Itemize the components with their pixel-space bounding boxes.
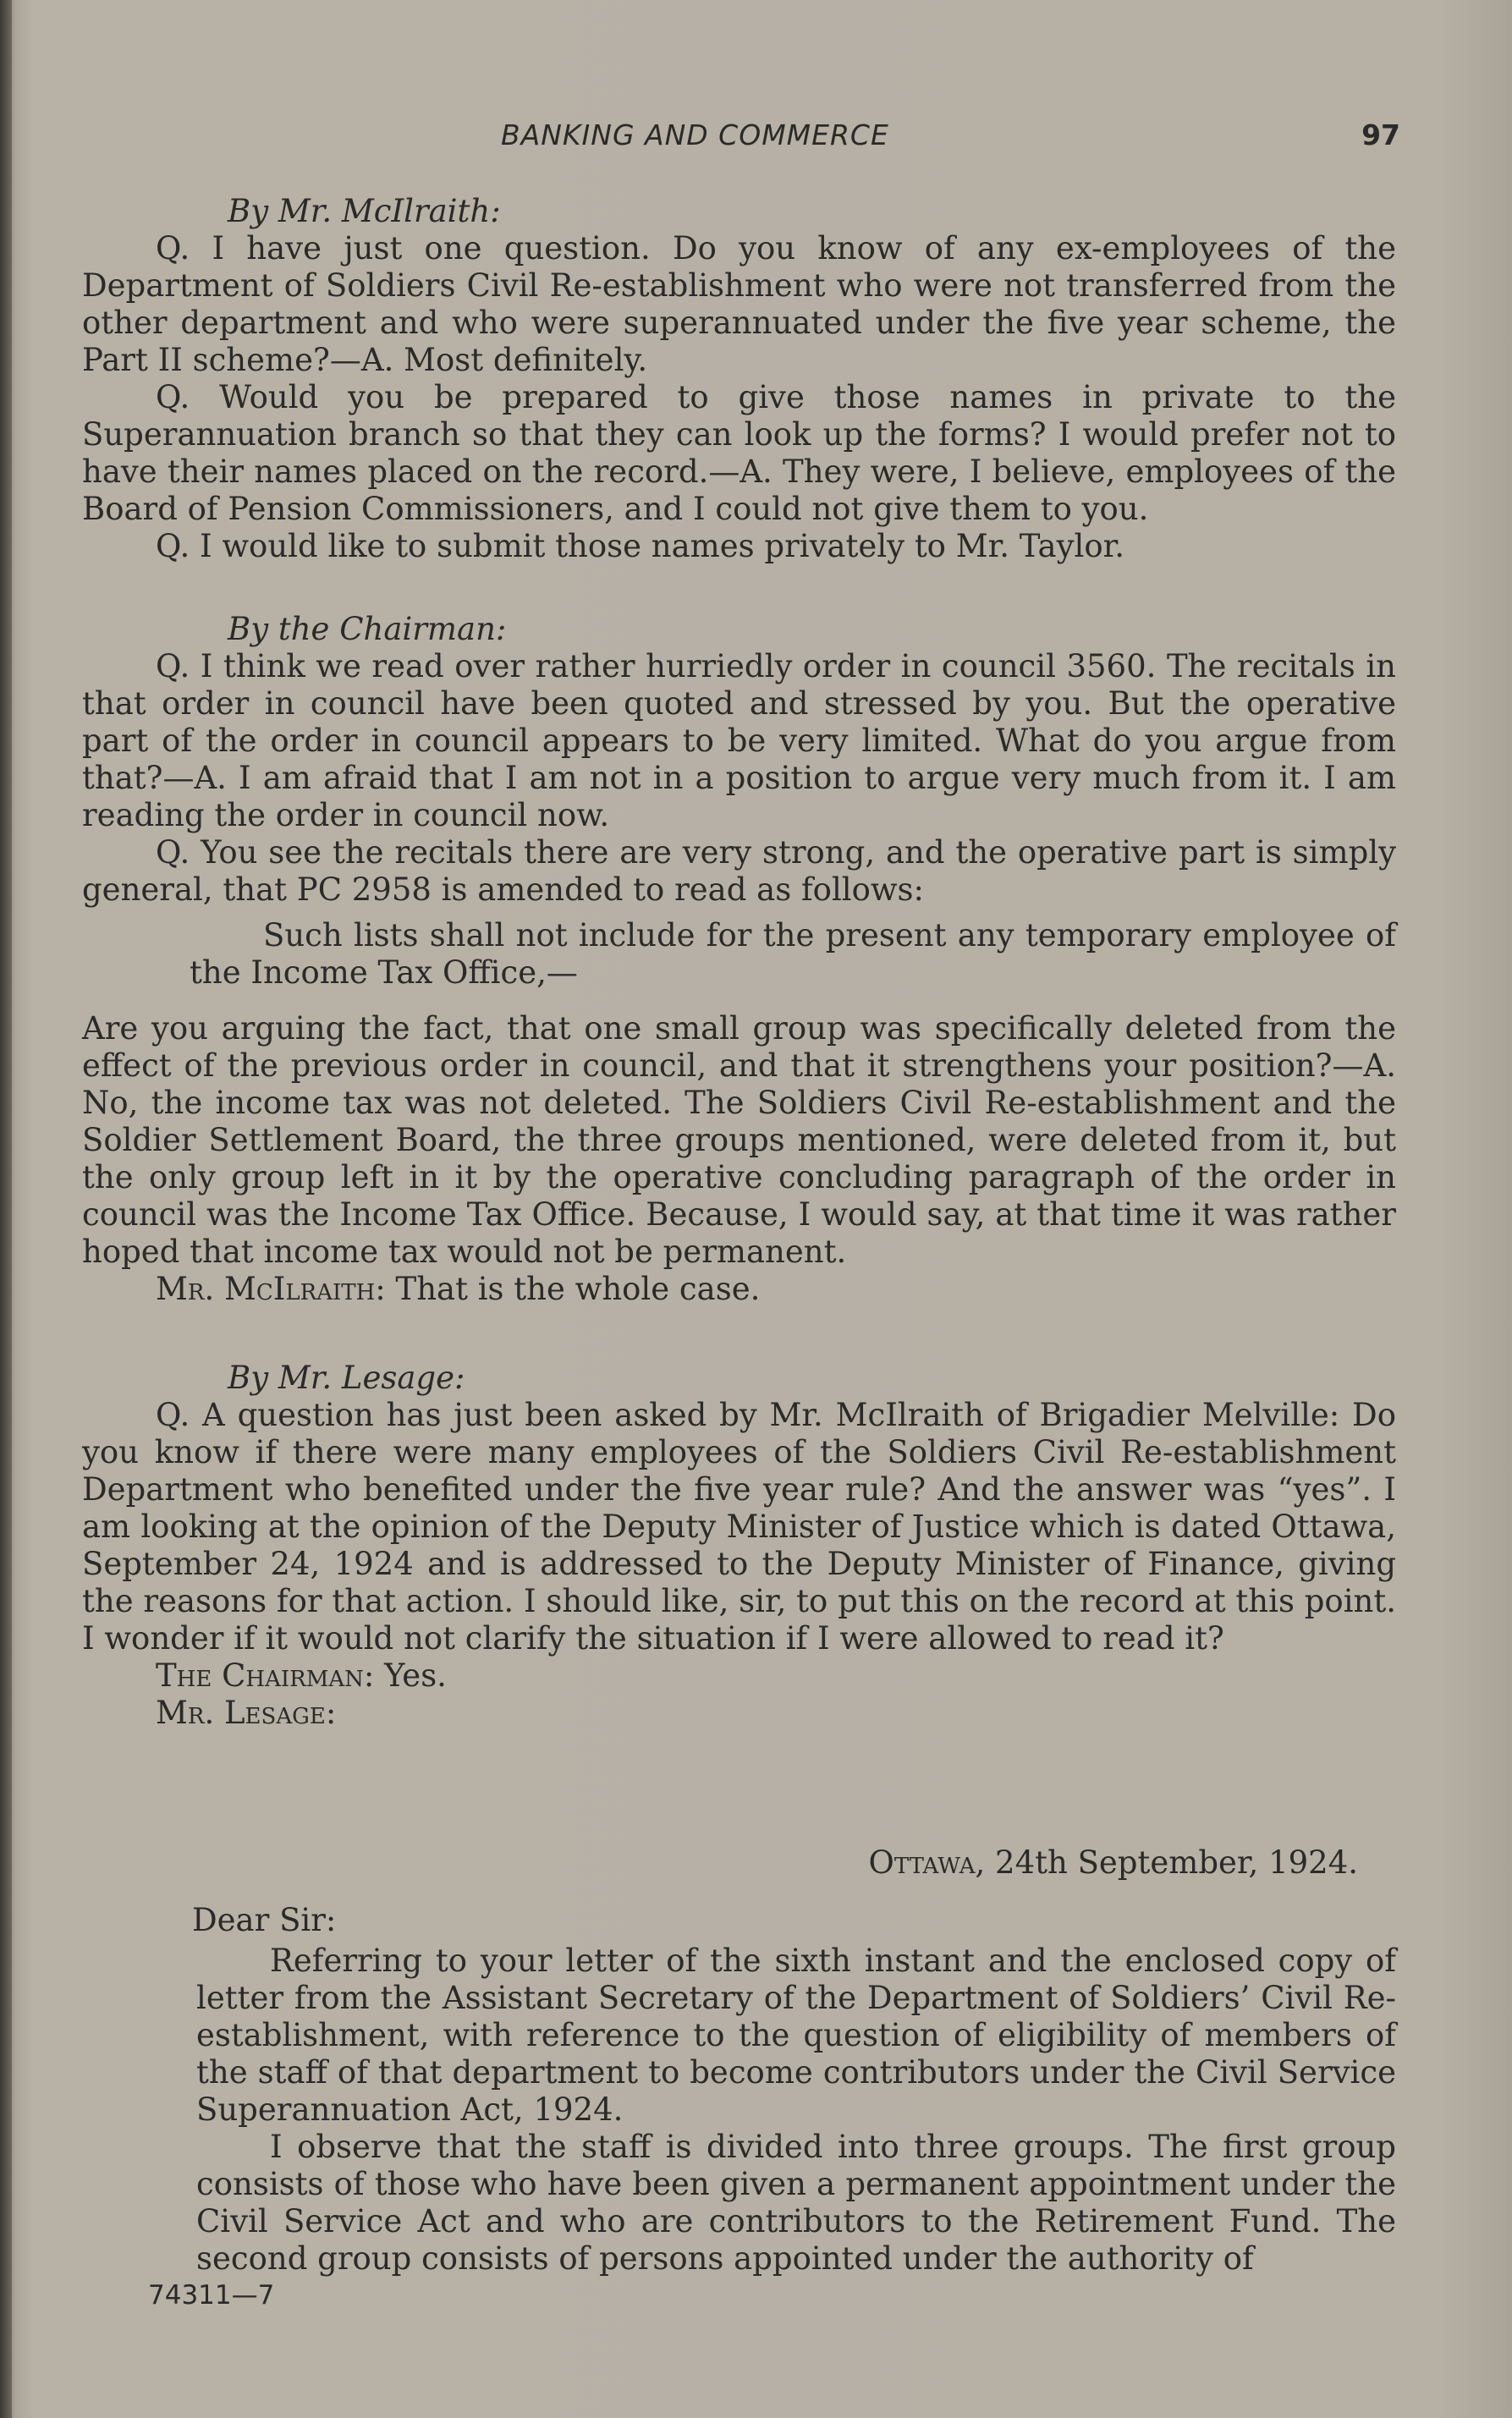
statement-text: : That is the whole case. xyxy=(375,1271,761,1307)
speaker-heading: By Mr. McIlraith: xyxy=(228,193,501,229)
statement xyxy=(82,1657,1396,1695)
qa-paragraph: Q. I think we read over rather hurriedly order in council 3560. The recitals in that order in council have been quoted and stressed by you. But the operative part of the order in council appears to be very limited. What do you argue from that?—A. I am afraid that I am not in a position to argue very much from it. I am reading the order in council now. xyxy=(82,648,1396,833)
signature-mark: 74311—7 xyxy=(148,2280,275,2311)
quoted-letter xyxy=(82,1844,1396,2278)
page-header xyxy=(80,118,1400,161)
qa-paragraph: Q. I have just one question. Do you know of any ex-employees of the Department of Soldiers Civil Re-establishment who were not transferred from the other department and who were superannuated under the five year scheme, the Part II scheme?—A. Most definitely. xyxy=(82,230,1396,378)
statement xyxy=(82,1695,1396,1732)
letter-date: , 24th September, 1924. xyxy=(975,1844,1358,1881)
letter-salutation: Dear Sir: xyxy=(192,1902,337,1938)
speaker-name: Mr. Lesage xyxy=(156,1695,326,1731)
qa-paragraph: Q. A question has just been asked by Mr. McIlraith of Brigadier Melville: Do you know if there were many employees of the Soldiers Civil Re-establishment Department who benefited under the five year rule? And the answer was “yes”. I am looking at the opinion of the Deputy Minister of Justice which is dated Ottawa, September 24, 1924 and is addressed to the Deputy Minister of Finance, giving the reasons for that action. I should like, sir, to put this on the record at this point. I wonder if it would not clarify the situation if I were allowed to read it? xyxy=(82,1397,1396,1657)
qa-paragraph: Q. I would like to submit those names privately to Mr. Taylor. xyxy=(156,528,1125,564)
speaker-heading: By Mr. Lesage: xyxy=(228,1360,465,1396)
page-binding-edge xyxy=(0,0,12,2418)
quoted-order xyxy=(82,917,1396,992)
section-chairman xyxy=(82,611,1396,1308)
letter-place: Ottawa xyxy=(868,1844,976,1881)
section-mcilraith xyxy=(82,193,1396,565)
speaker-name: The Chairman xyxy=(156,1657,364,1694)
section-lesage xyxy=(82,1360,1396,1732)
page-number: 97 xyxy=(1361,118,1400,151)
qa-paragraph: Q. You see the recitals there are very strong, and the operative part is simply general, that PC 2958 is amended to read as follows: xyxy=(82,834,1396,908)
qa-paragraph: Are you arguing the fact, that one small group was specifically deleted from the effect of the previous order in council, and that it strengthens your position?—A. No, the income tax was not deleted. The Soldiers Civil Re-establishment and the Soldier Settlement Board, the three groups mentioned, were deleted from it, but the only group left in it by the operative concluding paragraph of the order in council was the Income Tax Office. Because, I would say, at that time it was rather hoped that income tax would not be permanent. xyxy=(82,1010,1396,1270)
letter-dateline xyxy=(82,1844,1396,1882)
speaker-name: Mr. McIlraith xyxy=(156,1271,376,1307)
qa-paragraph: Q. Would you be prepared to give those names in private to the Superannuation branch so that they can look up the forms? I would prefer not to have their names placed on the record.—A. They were, I believe, employees of the Board of Pension Commissioners, and I could not give them to you. xyxy=(82,379,1396,527)
speaker-heading: By the Chairman: xyxy=(228,611,507,647)
quote-text: Such lists shall not include for the present any temporary employee of the Income Tax Office,— xyxy=(190,917,1396,991)
letter-paragraph: Referring to your letter of the sixth instant and the enclosed copy of letter from the Assistant Secretary of the Department of Soldiers’ Civil Re-establishment, with reference to the question of eligibility of members of the staff of that department to become contributors under the Civil Service Superannuation Act, 1924. xyxy=(196,1943,1396,2128)
statement xyxy=(82,1271,1396,1308)
statement-text: : Yes. xyxy=(363,1657,447,1694)
letter-paragraph: I observe that the staff is divided into three groups. The first group consists of those who have been given a permanent appointment under the Civil Service Act and who are contributors to the Retirement Fund. The second group consists of persons appointed under the authority of xyxy=(196,2129,1396,2277)
running-title: BANKING AND COMMERCE xyxy=(501,118,889,151)
statement-text: : xyxy=(325,1695,337,1731)
